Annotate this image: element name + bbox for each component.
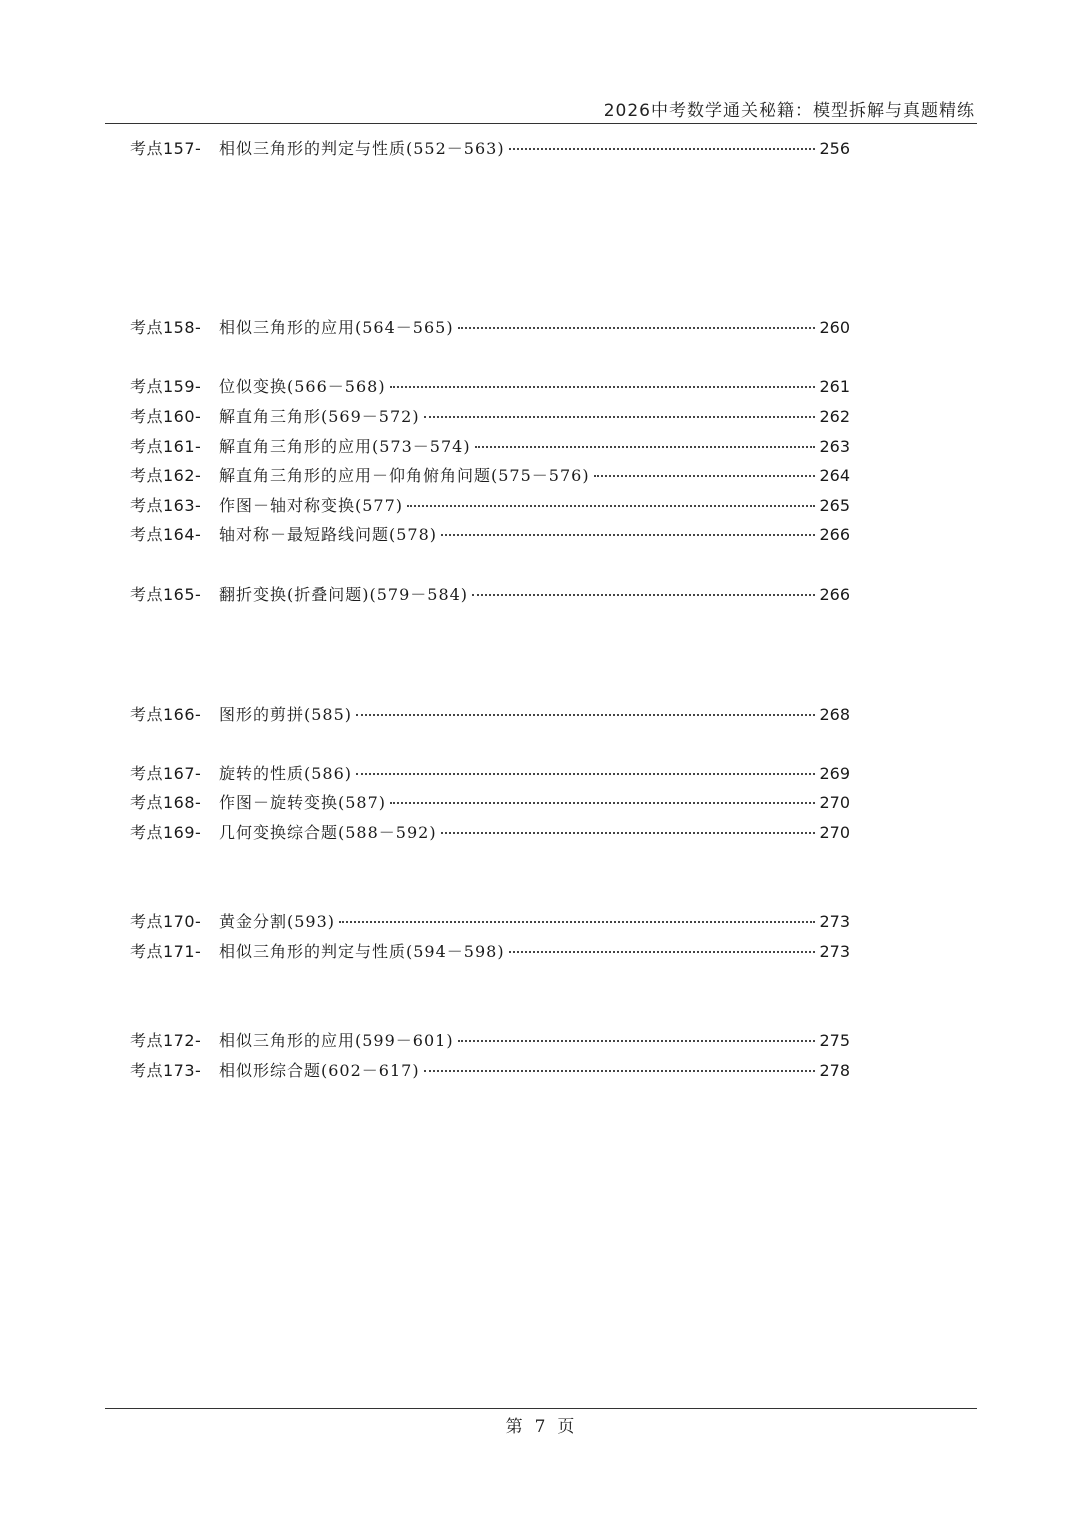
toc-entry[interactable] xyxy=(130,522,850,548)
entry-title: 翻折变换(折叠问题)(579－584) xyxy=(219,585,469,604)
entry-page-number: 270 xyxy=(819,823,850,842)
toc-entry[interactable] xyxy=(130,702,850,728)
entry-code: 考点167- xyxy=(130,764,202,783)
entry-title: 作图－旋转变换(587) xyxy=(219,793,387,812)
entry-page-number: 273 xyxy=(819,942,850,961)
entry-code: 考点164- xyxy=(130,525,202,544)
toc-entry[interactable] xyxy=(130,909,850,935)
toc-entry[interactable] xyxy=(130,374,850,400)
dot-leader xyxy=(407,505,815,507)
running-header: 2026中考数学通关秘籍：模型拆解与真题精练 xyxy=(603,101,975,121)
entry-title: 位似变换(566－568) xyxy=(219,377,386,396)
entry-page-number: 256 xyxy=(819,139,850,158)
entry-page-number: 262 xyxy=(819,407,850,426)
entry-title: 图形的剪拼(585) xyxy=(219,705,353,724)
dot-leader xyxy=(594,475,816,477)
toc-entry[interactable] xyxy=(130,1028,850,1054)
entry-page-number: 275 xyxy=(819,1031,850,1050)
entry-title: 黄金分割(593) xyxy=(219,912,336,931)
entry-code: 考点171- xyxy=(130,942,202,961)
toc-entry[interactable] xyxy=(130,790,850,816)
entry-title: 解直角三角形的应用(573－574) xyxy=(219,437,471,456)
entry-code: 考点163- xyxy=(130,496,202,515)
entry-code: 考点162- xyxy=(130,466,202,485)
dot-leader xyxy=(472,594,815,596)
toc-entry[interactable] xyxy=(130,820,850,846)
entry-code: 考点173- xyxy=(130,1061,202,1080)
dot-leader xyxy=(356,773,815,775)
dot-leader xyxy=(424,416,816,418)
dot-leader xyxy=(458,1040,816,1042)
entry-page-number: 273 xyxy=(819,912,850,931)
entry-page-number: 265 xyxy=(819,496,850,515)
entry-title: 解直角三角形(569－572) xyxy=(219,407,420,426)
entry-page-number: 278 xyxy=(819,1061,850,1080)
toc-entry[interactable] xyxy=(130,1058,850,1084)
toc-entry[interactable] xyxy=(130,761,850,787)
entry-page-number: 263 xyxy=(819,437,850,456)
entry-title: 几何变换综合题(588－592) xyxy=(219,823,437,842)
dot-leader xyxy=(475,446,816,448)
entry-page-number: 264 xyxy=(819,466,850,485)
dot-leader xyxy=(390,802,815,804)
entry-page-number: 261 xyxy=(819,377,850,396)
dot-leader xyxy=(441,832,816,834)
dot-leader xyxy=(509,951,816,953)
dot-leader xyxy=(458,327,816,329)
entry-code: 考点165- xyxy=(130,585,202,604)
dot-leader xyxy=(424,1070,816,1072)
entry-title: 作图－轴对称变换(577) xyxy=(219,496,404,515)
page-footer xyxy=(0,1412,1080,1437)
entry-page-number: 270 xyxy=(819,793,850,812)
dot-leader xyxy=(339,921,815,923)
footer-rule xyxy=(105,1408,977,1409)
footer-page-number: 7 xyxy=(534,1417,546,1437)
entry-title: 轴对称－最短路线问题(578) xyxy=(219,525,438,544)
entry-code: 考点157- xyxy=(130,139,202,158)
entry-page-number: 266 xyxy=(819,585,850,604)
dot-leader xyxy=(441,534,815,536)
entry-code: 考点166- xyxy=(130,705,202,724)
toc-entry[interactable] xyxy=(130,434,850,460)
footer-suffix: 页 xyxy=(557,1417,575,1437)
toc-entry[interactable] xyxy=(130,582,850,608)
entry-code: 考点159- xyxy=(130,377,202,396)
toc-entry[interactable] xyxy=(130,136,850,162)
entry-title: 相似三角形的判定与性质(552－563) xyxy=(219,139,505,158)
entry-page-number: 266 xyxy=(819,525,850,544)
entry-title: 解直角三角形的应用－仰角俯角问题(575－576) xyxy=(219,466,590,485)
entry-title: 旋转的性质(586) xyxy=(219,764,353,783)
dot-leader xyxy=(356,714,815,716)
entry-title: 相似三角形的应用(599－601) xyxy=(219,1031,454,1050)
entry-page-number: 268 xyxy=(819,705,850,724)
entry-code: 考点160- xyxy=(130,407,202,426)
entry-code: 考点170- xyxy=(130,912,202,931)
entry-code: 考点172- xyxy=(130,1031,202,1050)
entry-title: 相似三角形的应用(564－565) xyxy=(219,318,454,337)
toc-entry[interactable] xyxy=(130,463,850,489)
toc-entry[interactable] xyxy=(130,493,850,519)
entry-page-number: 260 xyxy=(819,318,850,337)
entry-title: 相似形综合题(602－617) xyxy=(219,1061,420,1080)
entry-code: 考点161- xyxy=(130,437,202,456)
entry-title: 相似三角形的判定与性质(594－598) xyxy=(219,942,505,961)
header-rule xyxy=(105,123,977,124)
dot-leader xyxy=(390,386,816,388)
entry-code: 考点158- xyxy=(130,318,202,337)
toc-entry[interactable] xyxy=(130,315,850,341)
dot-leader xyxy=(509,148,816,150)
entry-code: 考点169- xyxy=(130,823,202,842)
entry-code: 考点168- xyxy=(130,793,202,812)
footer-prefix: 第 xyxy=(505,1417,523,1437)
entry-page-number: 269 xyxy=(819,764,850,783)
toc-entry[interactable] xyxy=(130,939,850,965)
toc-entry[interactable] xyxy=(130,404,850,430)
